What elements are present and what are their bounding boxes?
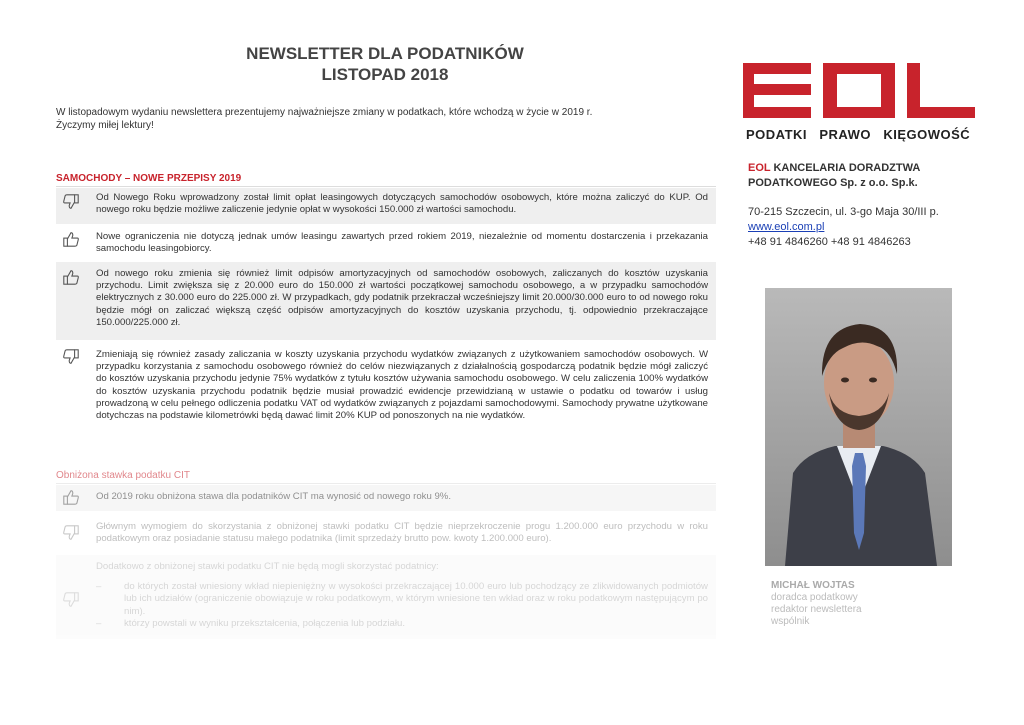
item-text: Od 2019 roku obniżona stawa dla podatników CIT ma wynosić od nowego roku 9%.	[96, 491, 451, 502]
list-item	[56, 188, 716, 224]
firm-name	[748, 161, 920, 191]
section-heading-cars: SAMOCHODY – NOWE PRZEPISY 2019	[56, 173, 242, 184]
website-link[interactable]: www.eol.com.pl	[748, 221, 825, 233]
firm-name-line2: PODATKOWEGO Sp. z o.o. Sp.k.	[748, 177, 918, 189]
intro-line-2: Życzymy miłej lektury!	[56, 120, 154, 131]
phones: +48 91 4846260 +48 91 4846263	[748, 236, 911, 248]
item-intro: Dodatkowo z obniżonej stawki podatku CIT nie będą mogli skorzystać podatnicy:	[96, 561, 439, 572]
eol-logo	[743, 63, 975, 158]
author-photo	[765, 288, 952, 566]
firm-name-red: EOL	[748, 162, 771, 174]
item-text	[96, 561, 708, 630]
section-heading-cit: Obniżona stawka podatku CIT	[56, 470, 190, 481]
item-text: Głównym wymogiem do skorzystania z obniżonej stawki podatku CIT będzie nieprzekroczenie progu 1.200.000 euro przychodu w roku podatkowym oraz posiadanie statusu małego podatnika (limit sprzedaży brutto pow. kwoty 1.200.000 euro).	[96, 521, 708, 545]
section-divider	[56, 186, 716, 187]
thumbs-down-icon	[62, 591, 80, 609]
thumbs-down-icon	[62, 524, 80, 542]
item-text: Zmieniają się również zasady zaliczania w koszty uzyskania przychodu wydatków związanych z użytkowaniem samochodów osobowych. W przypadku korzystania z samochodu osobowego również do celów niezwiązanych z działalnością gospodarczą podatnik będzie mógł zaliczyć do kosztów uzyskania przychodu jedynie 75% wydatków z tytułu kosztów używania samochodu osobowego. W celu zaliczenia 100% wydatków do kosztów uzyskania przychodu podatnik będzie musiał prowadzić ewidencje przewidzianą w ustawie o podatku od towarów i usług prowadzoną w celu pełnego odliczenia podatku VAT od wydatków związanych z pojazdami samochodowymi. Samochody prywatne użytkowane dotychczas na podstawie kilometrówki będą dawać limit 20% KUP od ponoszonych na nie wydatków.	[96, 349, 708, 422]
author-role: redaktor newslettera	[771, 604, 862, 615]
address: 70-215 Szczecin, ul. 3-go Maja 30/III p.	[748, 206, 939, 218]
list-item	[56, 228, 716, 258]
thumbs-down-icon	[62, 348, 80, 366]
author-role: doradca podatkowy	[771, 592, 858, 603]
list-item	[56, 555, 716, 639]
author-info	[771, 580, 862, 628]
list-item	[56, 262, 716, 340]
section-divider	[56, 483, 716, 484]
item-text: Od Nowego Roku wprowadzony został limit opłat leasingowych dotyczących samochodów osobowych, które można zaliczyć do KUP. Od nowego roku będzie możliwe zaliczenie jedynie opłat w wysokości 150.000 zł wartości samochodu.	[96, 192, 708, 216]
newsletter-title: NEWSLETTER DLA PODATNIKÓW	[246, 44, 524, 63]
logo-tagline: PODATKI PRAWO KIĘGOWOŚĆ	[746, 127, 971, 142]
author-name: MICHAŁ WOJTAS	[771, 580, 855, 591]
newsletter-subtitle: LISTOPAD 2018	[321, 65, 449, 84]
thumbs-up-icon	[62, 230, 80, 248]
item-text: Nowe ograniczenia nie dotyczą jednak umów leasingu zawartych przed rokiem 2019, niezależnie od momentu dostarczenia i przekazania samochodu leasingobiorcy.	[96, 231, 708, 255]
item-text: Od nowego roku zmienia się również limit odpisów amortyzacyjnych od samochodów osobowych, zaliczanych do kosztów uzyskania przychodu. Limit zwiększa się z 20.000 euro do 150.000 zł wartości początkowej samochodu osobowego, a w przypadku samochodów elektrycznych z 30.000 euro do 225.000 zł. W przypadkach, gdy podatnik przekraczał wcześniejszy limit 20.000/30.000 euro to od nowego roku będzie mógł on zaliczać większą część odpisów amortyzacyjnych do kosztów uzyskania przychodu, tj. odpowiednio przekraczające 150.000/225.000 zł.	[96, 268, 708, 328]
contact-block	[748, 205, 939, 250]
intro-line-1: W listopadowym wydaniu newslettera prezentujemy najważniejsze zmiany w podatkach, które wchodzą w życie w 2019 r.	[56, 107, 593, 118]
bullet-item: – do których został wniesiony wkład niepieniężny w wysokości przekraczającej 10.000 euro lub pochodzący ze zlikwidowanych podmiotów lub ich udziałów (ograniczenie obowiązuje w roku podatkowym, w którym wniesione ten wkład oraz w roku podatkowym następującym po nim).	[96, 581, 708, 618]
intro-text	[56, 106, 696, 132]
list-item	[56, 346, 716, 442]
thumbs-up-icon	[62, 268, 80, 286]
list-item	[56, 485, 716, 511]
bullet-list	[96, 581, 708, 630]
thumbs-down-icon	[62, 193, 80, 211]
firm-name-line1: KANCELARIA DORADZTWA	[770, 162, 921, 174]
bullet-item: – którzy powstali w wyniku przekształcenia, połączenia lub podziału.	[96, 618, 708, 630]
list-item	[56, 516, 716, 548]
author-role: wspólnik	[771, 616, 810, 627]
thumbs-up-icon	[62, 488, 80, 506]
